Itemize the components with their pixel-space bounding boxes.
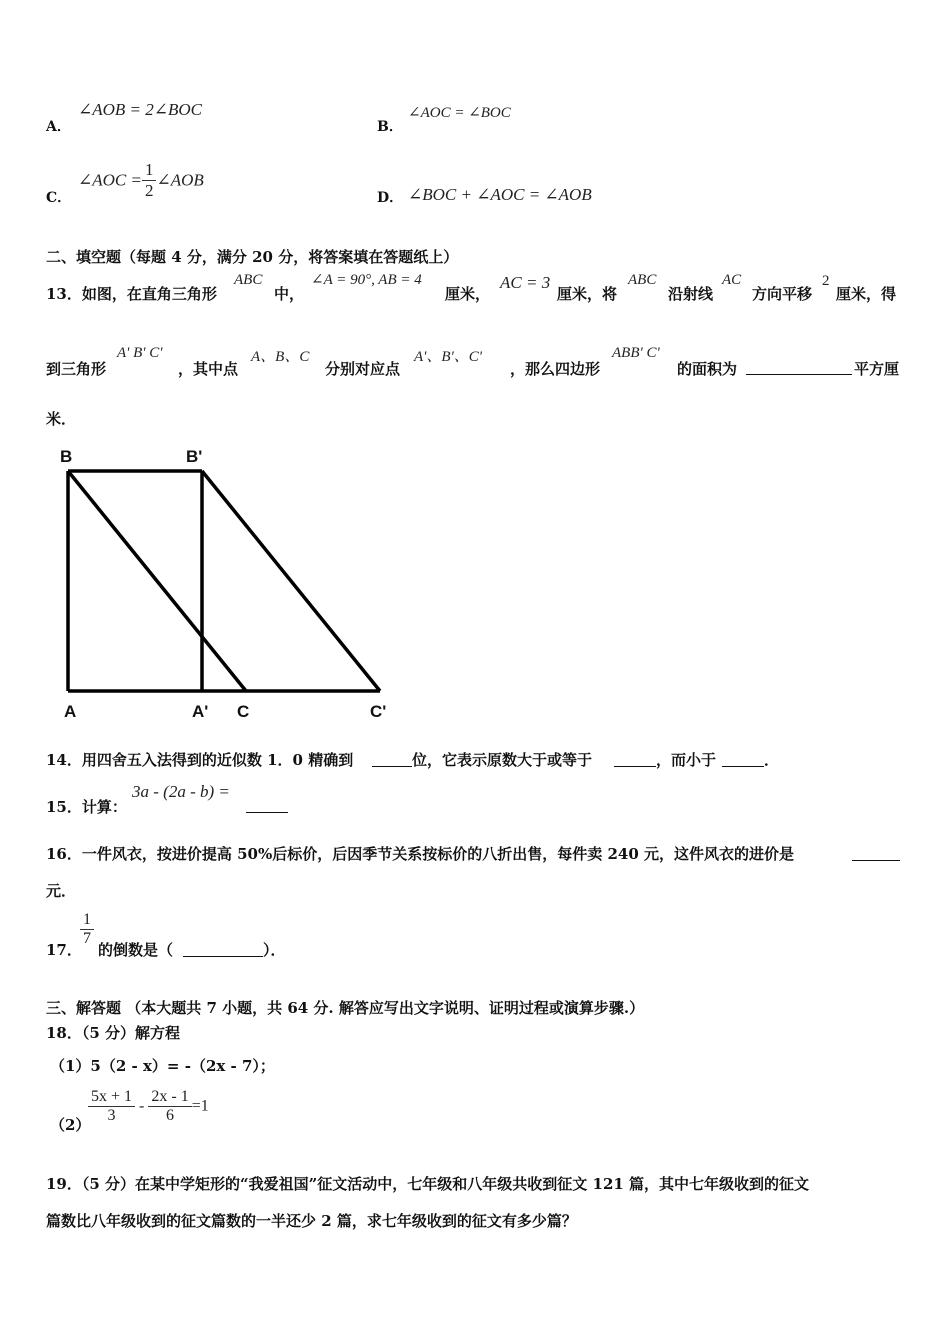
q13-math-abc-2: ABC xyxy=(628,272,657,288)
q13-math-ac-2: AC xyxy=(722,272,742,288)
q14-blank-1 xyxy=(372,752,412,767)
label-b-prime: B' xyxy=(186,447,203,466)
label-a: A xyxy=(64,702,77,721)
q18-numerator-2: 2x - 1 xyxy=(148,1088,191,1107)
segment-bc xyxy=(68,471,246,691)
q17-fraction xyxy=(80,911,94,948)
q16-text-1: 16．一件风衣，按进价提高 50%后标价，后因季节关系按标价的八折出售，每件卖 240 元，这件风衣的进价是 xyxy=(46,845,794,863)
q14-text-1: 14．用四舍五入法得到的近似数 1．0 精确到 xyxy=(46,751,354,769)
option-d-label: D． xyxy=(377,190,404,206)
q13-text-9: ，其中点 xyxy=(178,360,239,378)
q13-math-points: A、B、C xyxy=(251,349,310,365)
option-b-expression: ∠AOC = ∠BOC xyxy=(408,105,511,121)
q17-numerator: 1 xyxy=(80,911,94,930)
option-c-rhs: ∠AOB xyxy=(156,170,204,190)
q15-answer-blank xyxy=(246,798,288,813)
q17-answer-blank xyxy=(183,942,263,957)
section-3-title: 三、解答题 （本大题共 7 小题，共 64 分. 解答应写出文字说明、证明过程或演算步骤.） xyxy=(46,999,645,1017)
option-b-label: B． xyxy=(377,119,403,135)
q13-text-7: 厘米，得 xyxy=(836,285,897,303)
q14-text-2: 位，它表示原数大于或等于 xyxy=(412,751,593,769)
translation-figure xyxy=(50,440,400,725)
q18-minus-sign: - xyxy=(139,1097,145,1115)
q14-text-3: ，而小于 xyxy=(656,751,717,769)
q13-text-12: 的面积为 xyxy=(677,360,738,378)
label-a-prime: A' xyxy=(192,702,209,721)
label-c-prime: C' xyxy=(370,702,387,721)
q13-text-14: 米． xyxy=(46,410,77,428)
q17-text: 的倒数是（ xyxy=(98,941,174,959)
q15-expression: 3a - (2a - b) = xyxy=(132,782,230,801)
option-c-lhs: ∠AOC = xyxy=(78,170,142,190)
q13-text-1: 13．如图，在直角三角形 xyxy=(46,285,217,303)
q13-math-triangle-prime: A' B' C' xyxy=(117,345,163,361)
q13-math-2: 2 xyxy=(822,273,830,289)
q13-text-3: 厘米， xyxy=(445,285,491,303)
q13-math-ac: AC = 3 xyxy=(500,273,551,292)
q13-text-13: 平方厘 xyxy=(854,360,900,378)
q18-part-1: （1）5（2 - x）= -（2x - 7）； xyxy=(50,1057,275,1075)
q13-text-8: 到三角形 xyxy=(46,360,107,378)
q17-end: ）． xyxy=(263,941,286,959)
q18-part-2-label: （2） xyxy=(50,1116,91,1134)
label-c: C xyxy=(237,702,250,721)
section-2-title: 二、填空题（每题 4 分，满分 20 分，将答案填在答题纸上） xyxy=(46,248,459,266)
q13-math-condition: ∠A = 90°, AB = 4 xyxy=(311,272,422,288)
option-a-expression: ∠AOB = 2∠BOC xyxy=(78,100,203,119)
option-c-numerator: 1 xyxy=(142,160,157,181)
q19-text-1: 19．（5 分）在某中学矩形的“我爱祖国”征文活动中，七年级和八年级共收到征文 121 篇，其中七年级收到的征文 xyxy=(46,1175,810,1193)
label-b: B xyxy=(60,447,73,466)
q15-label: 15．计算： xyxy=(46,798,127,816)
q17-denominator: 7 xyxy=(83,930,91,947)
option-c-expression xyxy=(78,160,204,201)
option-c-fraction xyxy=(142,160,157,201)
segment-b-prime-c-prime xyxy=(202,471,380,691)
q16-answer-blank xyxy=(852,846,900,861)
q14-text-4: ． xyxy=(764,751,780,769)
q13-math-abc: ABC xyxy=(234,272,263,288)
q14-blank-3 xyxy=(722,752,764,767)
q13-math-points-prime: A'、B'、C' xyxy=(414,349,482,365)
q13-answer-blank xyxy=(746,360,852,375)
q16-text-2: 元． xyxy=(46,882,77,900)
q18-rhs: =1 xyxy=(191,1097,209,1115)
q13-text-5: 沿射线 xyxy=(668,285,714,303)
q18-denominator-2: 6 xyxy=(166,1107,175,1124)
q14-blank-2 xyxy=(614,752,656,767)
option-c-denominator: 2 xyxy=(144,181,154,200)
q13-text-11: ，那么四边形 xyxy=(510,360,601,378)
q17-label: 17． xyxy=(46,941,82,959)
q18-title: 18．（5 分）解方程 xyxy=(46,1024,181,1042)
q18-numerator-1: 5x + 1 xyxy=(88,1088,135,1107)
option-a-label: A． xyxy=(46,119,71,135)
q13-text-10: 分别对应点 xyxy=(325,360,401,378)
q13-text-6: 方向平移 xyxy=(752,285,813,303)
q13-text-4: 厘米，将 xyxy=(557,285,618,303)
q18-part-2-equation xyxy=(88,1088,209,1125)
option-c-label: C． xyxy=(46,190,72,206)
q19-text-2: 篇数比八年级收到的征文篇数的一半还少 2 篇，求七年级收到的征文有多少篇？ xyxy=(46,1212,577,1230)
q13-math-quadrilateral: ABB' C' xyxy=(612,345,660,361)
option-d-expression: ∠BOC + ∠AOC = ∠AOB xyxy=(408,185,592,204)
q13-text-2: 中， xyxy=(274,285,305,303)
q18-denominator-1: 3 xyxy=(107,1107,116,1124)
